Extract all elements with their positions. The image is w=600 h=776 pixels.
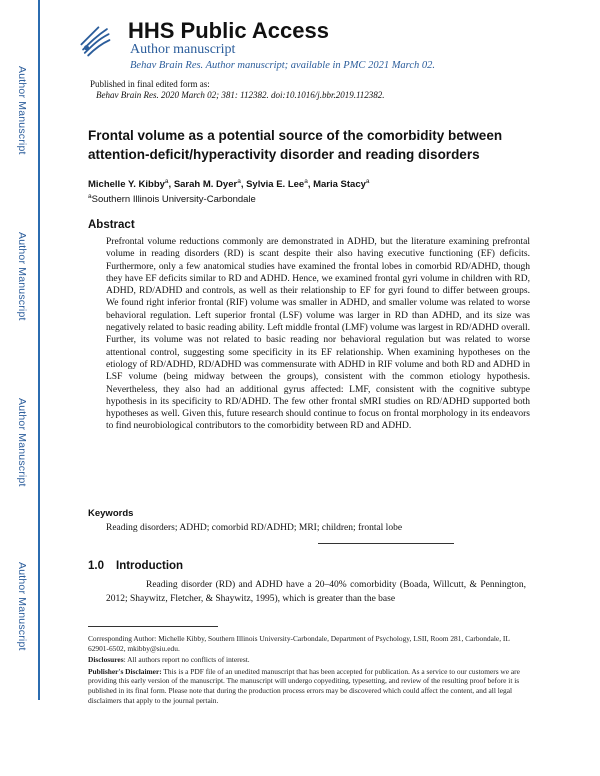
author-affil-sup: a: [164, 178, 169, 185]
rail-label-1: Author Manuscript: [16, 66, 28, 155]
affiliation-sup: a: [88, 193, 92, 200]
introduction-heading: [88, 560, 183, 572]
keywords-list: Reading disorders; ADHD; comorbid RD/ADHD; MRI; children; frontal lobe: [106, 523, 403, 533]
corresponding-author: Corresponding Author: Michelle Kibby, Southern Illinois University-Carbondale, Department of Psychology, LSII, Room 281, Carbondale, IL 62901-6502, mkibby@siu.edu.: [88, 634, 510, 653]
hhs-title: HHS Public Access: [128, 18, 329, 43]
author-manuscript-subtitle: Author manuscript: [130, 42, 236, 57]
journal-availability: Behav Brain Res. Author manuscript; available in PMC 2021 March 02.: [130, 60, 436, 71]
hhs-eagle-logo-icon: [78, 24, 112, 58]
author-affil-sup: a: [365, 178, 370, 185]
edited-form-label: Published in final edited form as:: [90, 79, 210, 89]
section-title: Introduction: [116, 560, 184, 572]
citation: Behav Brain Res. 2020 March 02; 381: 112382. doi:10.1016/j.bbr.2019.112382.: [96, 90, 385, 100]
author-name: Maria Stacy: [313, 179, 366, 191]
author-affil-sup: a: [304, 178, 308, 185]
introduction-body: Reading disorder (RD) and ADHD have a 20–40% comorbidity (Boada, Willcutt, & Pennington, 2012; Shaywitz, Fletcher, & Shaywitz, 1995), which is greater than the base: [106, 580, 526, 604]
affiliation-text: Southern Illinois University-Carbondale: [91, 194, 256, 206]
author-list: Michelle Y. Kibby$^a$, Sarah M. Dyer$^a$, Sylvia E. Lee$^a$, Maria Stacy$^a$: [88, 178, 370, 191]
section-number: 1.0: [88, 560, 104, 572]
footnotes: [88, 634, 528, 707]
rail-label-4: Author Manuscript: [16, 562, 28, 651]
publisher-disclaimer: Publisher's Disclaimer: This is a PDF file of an unedited manuscript that has been accepted for publication. As a service to our customers we are providing this early version of the manuscript. The manuscript will undergo copyediting, typesetting, and review of the resulting proof before it is published in its final form. Please note that during the production process errors may be discovered which could affect the content, and all legal disclaimers that apply to the journal pertain.: [88, 666, 520, 705]
abstract-body: Prefrontal volume reductions commonly are demonstrated in ADHD, but the literature examining prefrontal volume in reading disorders (RD) is scant despite their also having executive functioning (EF) deficits. Furthermore, only a few anatomical studies have examined the frontal lobes in comorbid RD/ADHD, though they have EF deficits similar to RD and ADHD. Hence, we examined frontal gyri volume in children with RD, ADHD, RD/ADHD and controls, as well as their relationship to EF for gyri found to differ between groups. We found right inferior frontal (RIF) volume was smaller in ADHD, and smaller volume was related to worse behavioral regulation. Left superior frontal (LSF) volume was larger in RD than ADHD, and its size was negatively related to basic reading ability. Left middle frontal (LMF) volume was largest in RD/ADHD overall. Further, its volume was not related to basic reading nor behavioral regulation but was related to worse attentional control, suggesting some specificity in its EF relationship. When examining hypotheses on the etiology of RD/ADHD, RD/ADHD was commensurate with ADHD in RIF volume and both RD and ADHD in LSF volume (being midway between the groups), consistent with the common etiology hypothesis. Nevertheless, they also had an additional gyrus affected: LMF, consistent with the cognitive subtype hypothesis in its specificity to RD/ADHD. The few other frontal sMRI studies on RD/ADHD supported both hypotheses as well. Given this, future research should continue to focus on frontal morphology in its endeavors to find neurobiological contributors to the comorbidity between RD and ADHD.: [106, 237, 530, 432]
rail-label-2: Author Manuscript: [16, 232, 28, 321]
footnote-divider: [88, 626, 218, 627]
article-title: Frontal volume as a potential source of the comorbidity between attention-deficit/hyperactivity disorder and reading disorders: [88, 128, 503, 162]
author-name: Michelle Y. Kibby: [88, 179, 165, 191]
publication-info: [90, 79, 385, 101]
rail-divider: [38, 0, 40, 700]
rail-label-3: Author Manuscript: [16, 398, 28, 487]
abstract-heading: Abstract: [88, 219, 135, 231]
keywords-heading: Keywords: [88, 508, 134, 519]
author-name: Sarah M. Dyer: [173, 179, 238, 191]
author-affil-sup: a: [237, 178, 241, 185]
author-name: Sylvia E. Lee: [246, 179, 305, 191]
keywords-divider: [318, 543, 454, 544]
disclosures: Disclosures: All authors report no conflicts of interest.: [88, 655, 250, 665]
affiliation: [88, 193, 256, 205]
left-rail: [0, 0, 70, 776]
